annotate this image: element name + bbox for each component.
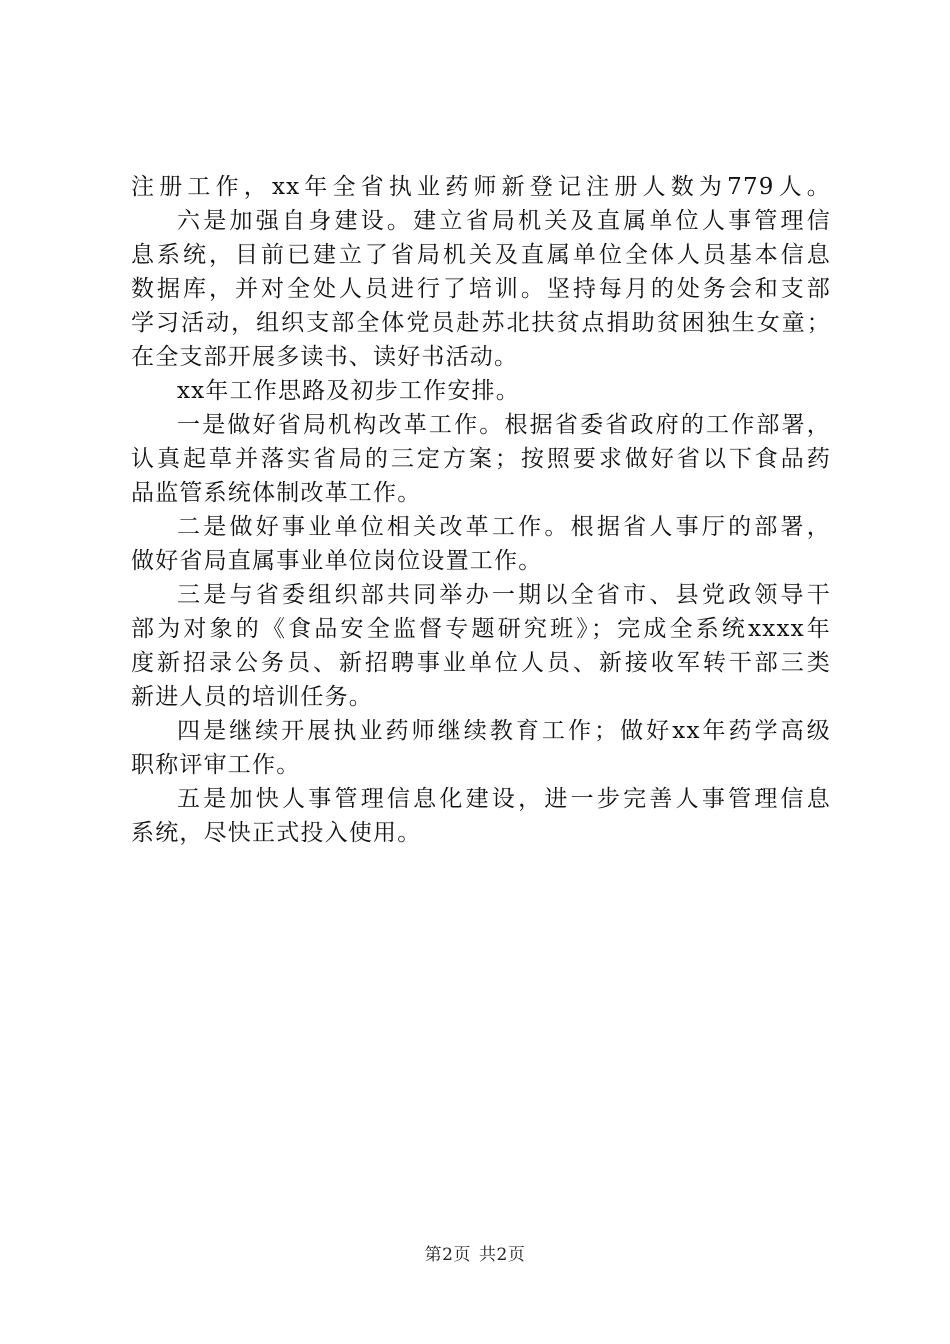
text-line: 五是加快人事管理信息化建设，进一步完善人事管理信息 [177,786,831,812]
text-line: 新进人员的培训任务。 [131,684,373,710]
text-line: 品监管系统体制改革工作。 [131,480,422,506]
text-line: 在全支部开展多读书、读好书活动。 [131,344,519,370]
page-number: 第2页 [424,1245,471,1265]
page-total: 共2页 [479,1245,526,1265]
text-line: 职称评审工作。 [131,752,301,778]
text-line: 三是与省委组织部共同举办一期以全省市、县党政领导干 [177,582,831,608]
text-line: 息系统，目前已建立了省局机关及直属单位全体人员基本信息 [131,242,831,268]
text-line: 做好省局直属事业单位岗位设置工作。 [131,548,543,574]
text-line: 部为对象的《食品安全监督专题研究班》；完成全系统xxxx年 [131,616,831,642]
text-line: 二是做好事业单位相关改革工作。根据省人事厅的部署， [177,514,831,540]
text-line: 学习活动，组织支部全体党员赴苏北扶贫点捐助贫困独生女童； [131,310,831,336]
document-body [131,170,831,850]
text-line: 数据库，并对全处人员进行了培训。坚持每月的处务会和支部 [131,276,831,302]
section-heading: xx年工作思路及初步工作安排。 [177,378,520,404]
text-line: 六是加强自身建设。建立省局机关及直属单位人事管理信 [177,208,831,234]
page-footer [0,1243,950,1267]
text-line: 认真起草并落实省局的三定方案；按照要求做好省以下食品药 [131,446,831,472]
text-line: 系统，尽快正式投入使用。 [131,820,422,846]
text-line: 注册工作，xx年全省执业药师新登记注册人数为779人。 [131,174,831,200]
text-line: 一是做好省局机构改革工作。根据省委省政府的工作部署， [177,412,831,438]
text-line: 度新招录公务员、新招聘事业单位人员、新接收军转干部三类 [131,650,831,676]
text-line: 四是继续开展执业药师继续教育工作；做好xx年药学高级 [177,718,831,744]
